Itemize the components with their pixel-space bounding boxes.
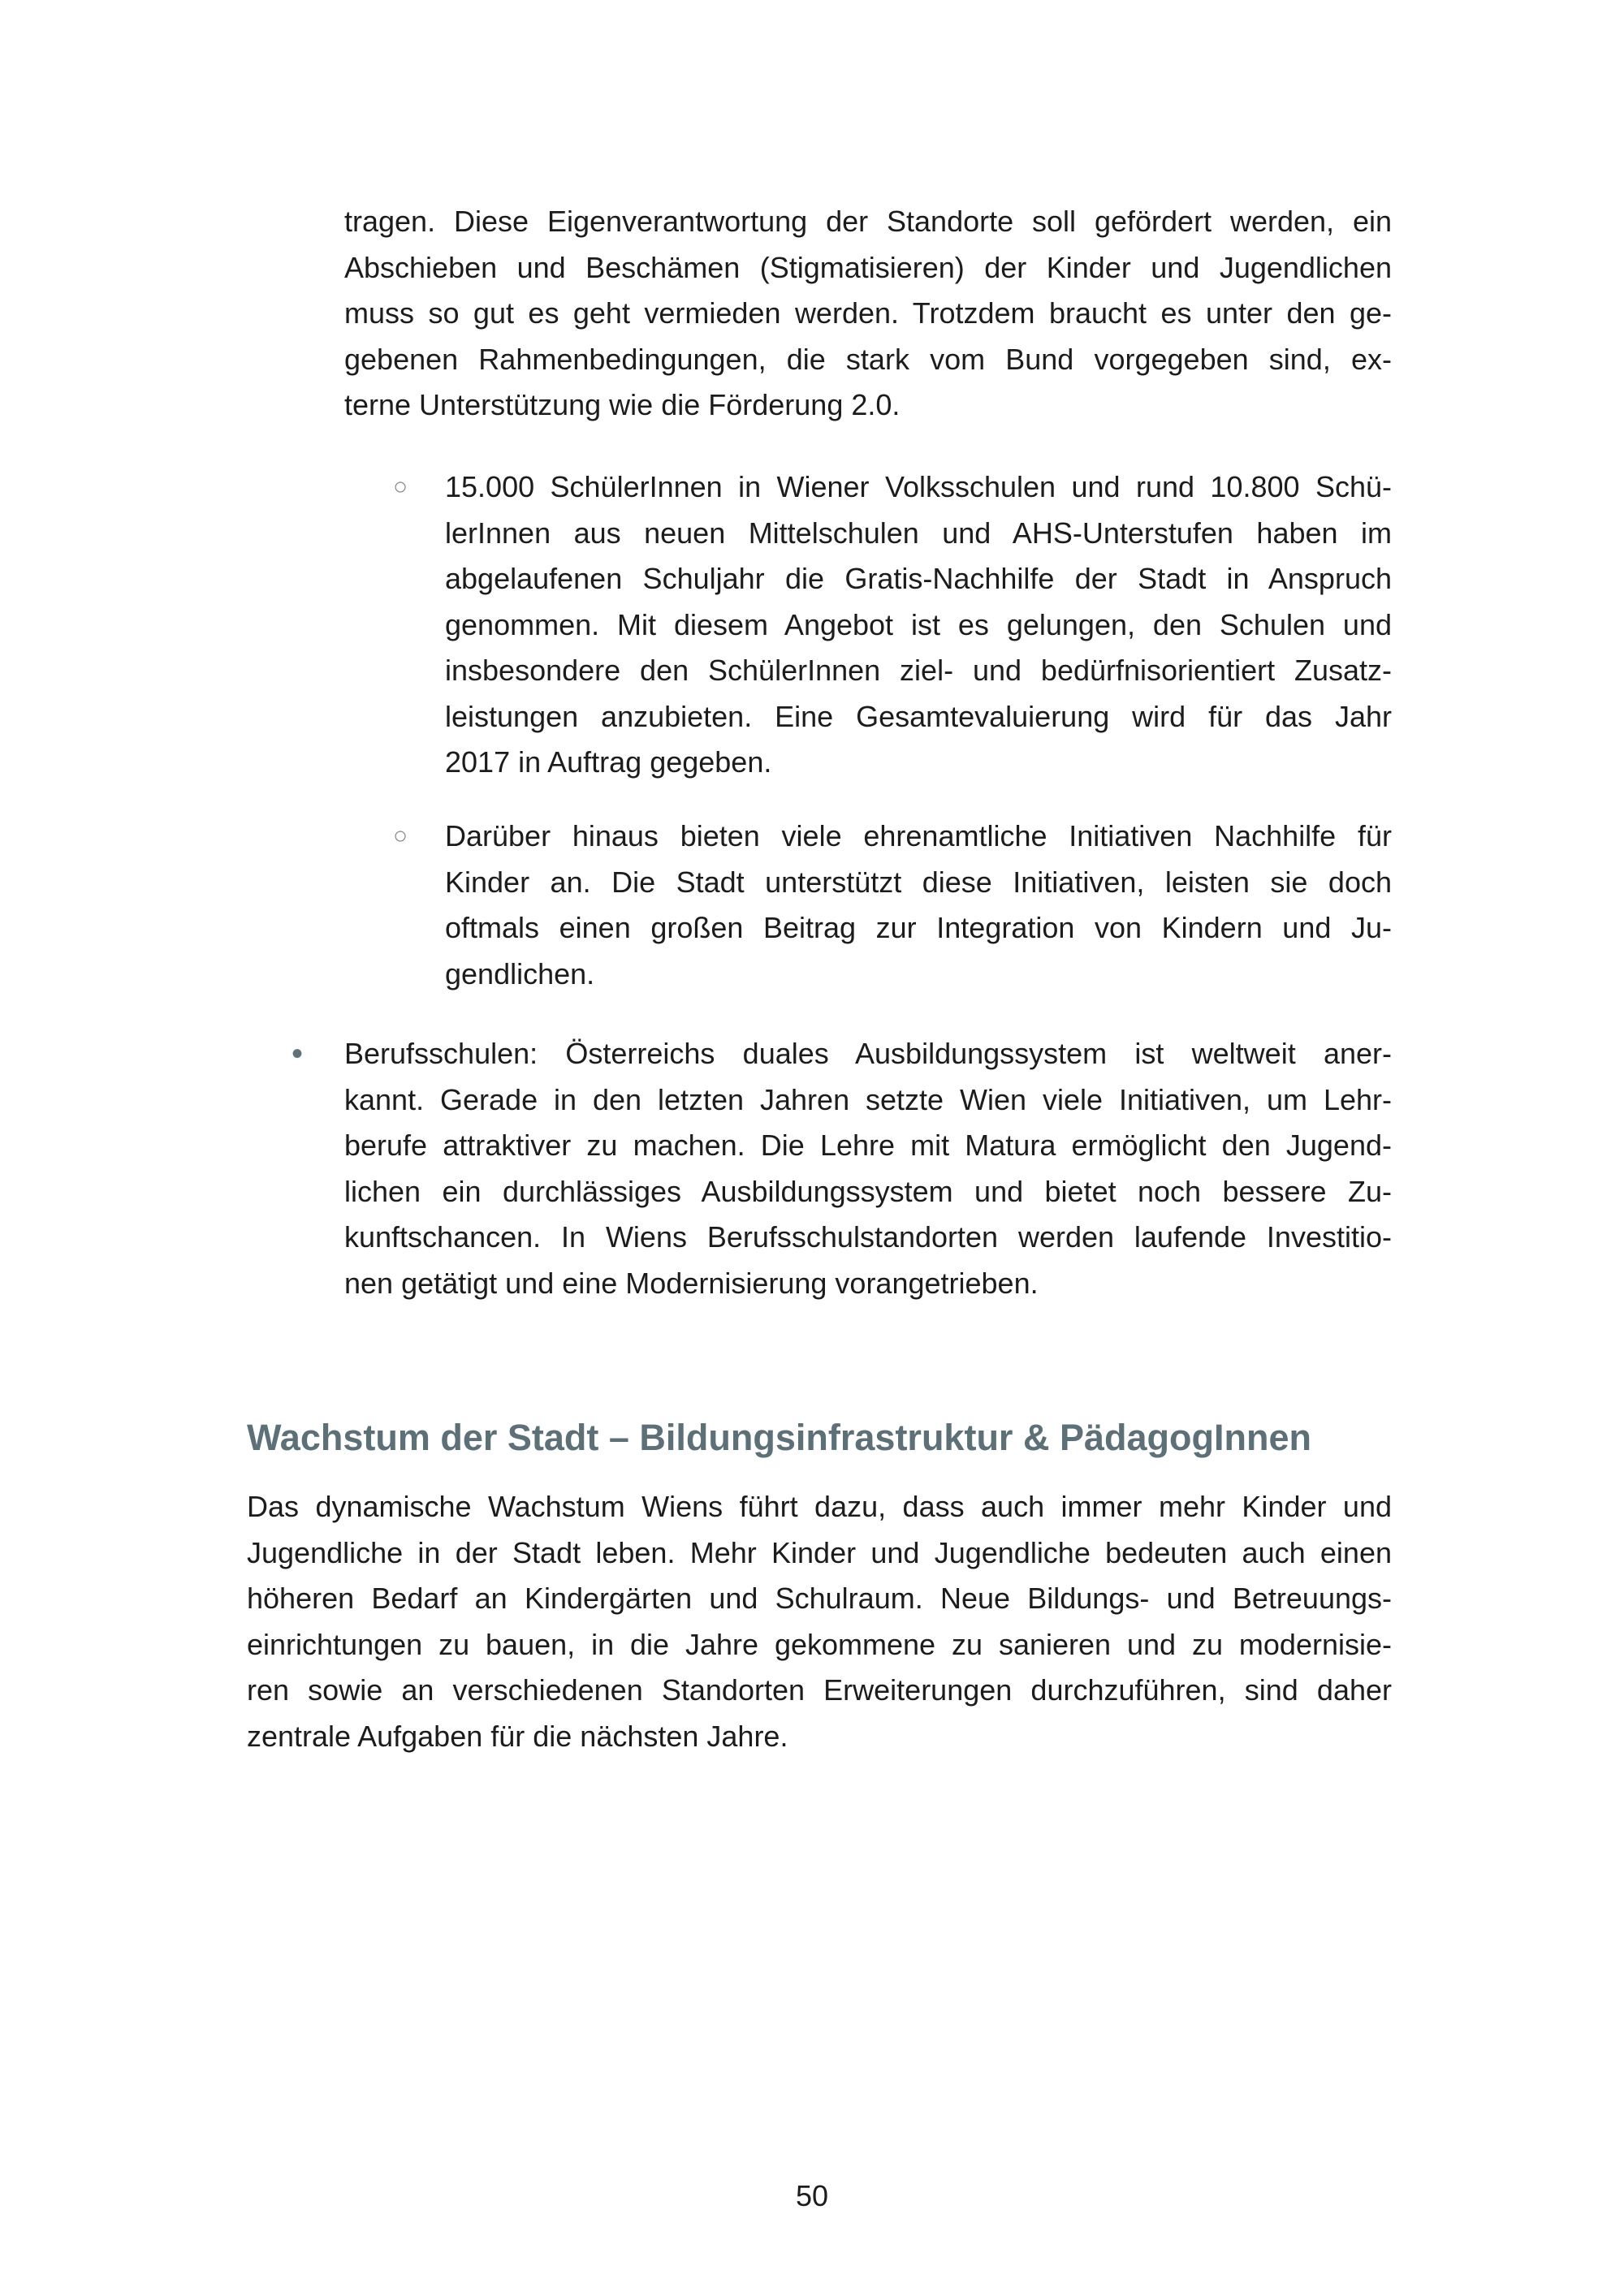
text-line: lichen ein durchlässiges Ausbildungssystem und bietet noch bessere Zu- [344,1174,1392,1208]
text-line: Darüber hinaus bieten viele ehrenamtliche Initiativen Nachhilfe für [445,819,1392,852]
text-line: muss so gut es geht vermieden werden. Trotzdem braucht es unter den ge- [344,296,1392,330]
text-line: leistungen anzubieten. Eine Gesamtevaluierung wird für das Jahr [445,699,1392,733]
sub-bullet-paragraph [445,814,1392,997]
hollow-bullet-icon: ○ [393,473,408,500]
text-line: einrichtungen zu bauen, in die Jahre gekommene zu sanieren und zu modernisie- [247,1627,1392,1661]
text-line: gebenen Rahmenbedingungen, die stark vom Bund vorgegeben sind, ex- [344,342,1392,376]
section-body-paragraph [247,1484,1392,1759]
text-line: Jugendliche in der Stadt leben. Mehr Kinder und Jugendliche bedeuten auch einen [247,1535,1392,1569]
section-heading: Wachstum der Stadt – Bildungsinfrastruktur & PädagogInnen [247,1417,1311,1458]
text-line: abgelaufenen Schuljahr die Gratis-Nachhilfe der Stadt in Anspruch [445,562,1392,595]
text-line: berufe attraktiver zu machen. Die Lehre mit Matura ermöglicht den Jugend- [344,1129,1392,1162]
text-line: Das dynamische Wachstum Wiens führt dazu, dass auch immer mehr Kinder und [247,1490,1392,1523]
sub-bullet-paragraph [445,464,1392,786]
text-line: gendlichen. [445,956,595,990]
text-line: Kinder an. Die Stadt unterstützt diese Initiativen, leisten sie doch [445,865,1392,899]
text-line: genommen. Mit diesem Angebot ist es gelungen, den Schulen und [445,607,1392,641]
text-line: kannt. Gerade in den letzten Jahren setzte Wien viele Initiativen, um Lehr- [344,1082,1392,1116]
text-line: Abschieben und Beschämen (Stigmatisieren) der Kinder und Jugendlichen [344,250,1392,284]
intro-paragraph [344,199,1392,429]
page-number: 50 [795,2179,829,2212]
text-line: 2017 in Auftrag gegeben. [445,745,772,779]
main-bullet-paragraph [344,1031,1392,1306]
text-line: 15.000 SchülerInnen in Wiener Volksschulen und rund 10.800 Schü- [445,470,1392,503]
text-line: zentrale Aufgaben für die nächsten Jahre. [247,1719,788,1753]
text-line: Berufsschulen: Österreichs duales Ausbildungssystem ist weltweit aner- [344,1037,1392,1070]
text-line: nen getätigt und eine Modernisierung vorangetrieben. [344,1266,1039,1300]
text-line: lerInnen aus neuen Mittelschulen und AHS-Unterstufen haben im [445,516,1392,550]
hollow-bullet-icon: ○ [393,822,408,849]
text-line: insbesondere den SchülerInnen ziel- und bedürfnisorientiert Zusatz- [445,654,1392,687]
text-line: höheren Bedarf an Kindergärten und Schulraum. Neue Bildungs- und Betreuungs- [247,1582,1392,1615]
text-line: ren sowie an verschiedenen Standorten Erweiterungen durchzuführen, sind daher [247,1673,1392,1707]
text-line: tragen. Diese Eigenverantwortung der Standorte soll gefördert werden, ein [344,205,1392,238]
text-line: kunftschancen. In Wiens Berufsschulstandorten werden laufende Investitio- [344,1220,1392,1254]
text-line: oftmals einen großen Beitrag zur Integration von Kindern und Ju- [445,911,1392,944]
text-line: terne Unterstützung wie die Förderung 2.0. [344,388,901,421]
filled-bullet-icon: • [292,1036,304,1072]
